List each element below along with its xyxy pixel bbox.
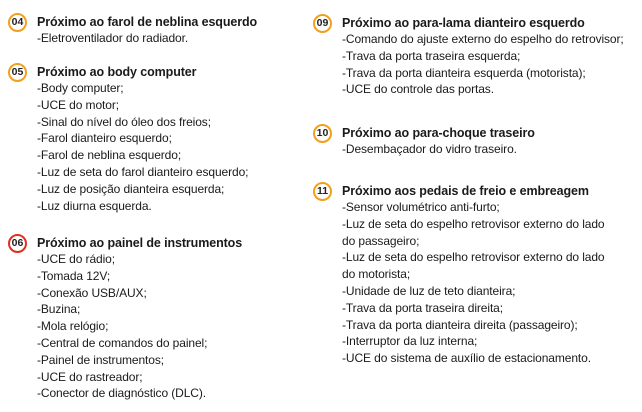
section-number-badge: 05 (8, 63, 27, 82)
list-item: -Body computer; (37, 81, 124, 95)
list-item: -Eletroventilador do radiador. (37, 31, 189, 45)
list-item: -Central de comandos do painel; (37, 335, 208, 350)
list-item: -UCE do motor; (37, 97, 119, 112)
list-item: -Sensor volumétrico anti-furto; (342, 200, 500, 214)
section-number-badge: 10 (313, 124, 332, 143)
list-item: -Trava da porta traseira esquerda; (342, 48, 521, 63)
list-item: -Interruptor da luz interna; (342, 334, 478, 349)
section-title: Próximo ao para-choque traseiro (342, 126, 535, 140)
item-list (342, 31, 624, 98)
list-item: -Sinal do nível do óleo dos freios; (37, 114, 211, 129)
section-number-badge: 11 (313, 182, 332, 201)
list-item: -Trava da porta traseira direita; (342, 300, 503, 315)
list-item: -Luz diurna esquerda. (37, 198, 152, 213)
list-item: -Farol dianteiro esquerdo; (37, 131, 172, 146)
list-item: -Farol de neblina esquerdo; (37, 148, 182, 163)
list-item: -Luz de seta do espelho retrovisor externo do lado (342, 250, 605, 265)
list-item: -Unidade de luz de teto dianteira; (342, 283, 516, 298)
item-list (37, 251, 207, 402)
list-item: -Tomada 12V; (37, 268, 111, 283)
section-number-badge: 09 (313, 14, 332, 33)
section-title: Próximo ao body computer (37, 65, 197, 79)
list-item: -Trava da porta dianteira esquerda (motorista); (342, 65, 586, 80)
list-item: -Luz de posição dianteira esquerda; (37, 181, 225, 196)
section-title: Próximo aos pedais de freio e embreagem (342, 184, 589, 198)
list-item: -Conector de diagnóstico (DLC). (37, 386, 206, 401)
section-title: Próximo ao farol de neblina esquerdo (37, 15, 258, 29)
list-item: -UCE do controle das portas. (342, 82, 494, 97)
list-item: -UCE do rastreador; (37, 369, 143, 384)
list-item: -Trava da porta dianteira direita (passageiro); (342, 317, 578, 332)
section-title: Próximo ao para-lama dianteiro esquerdo (342, 16, 585, 30)
item-list (37, 80, 248, 214)
list-item: -Buzina; (37, 302, 81, 317)
list-item: do motorista; (342, 267, 411, 282)
section-number-badge: 06 (8, 234, 27, 253)
item-list (342, 199, 605, 367)
item-list (37, 30, 188, 47)
item-list (342, 141, 517, 158)
section-number-badge: 04 (8, 13, 27, 32)
list-item: -Comando do ajuste externo do espelho do retrovisor; (342, 32, 624, 46)
list-item: -Desembaçador do vidro traseiro. (342, 142, 517, 156)
list-item: -Luz de seta do farol dianteiro esquerdo; (37, 164, 249, 179)
list-item: do passageiro; (342, 233, 420, 248)
section-title: Próximo ao painel de instrumentos (37, 236, 243, 250)
list-item: -Luz de seta do espelho retrovisor externo do lado (342, 216, 605, 231)
list-item: -UCE do sistema de auxílio de estacionamento. (342, 351, 591, 366)
list-item: -Painel de instrumentos; (37, 352, 164, 367)
list-item: -Conexão USB/AUX; (37, 285, 147, 300)
list-item: -Mola relógio; (37, 319, 109, 334)
list-item: -UCE do rádio; (37, 252, 115, 266)
